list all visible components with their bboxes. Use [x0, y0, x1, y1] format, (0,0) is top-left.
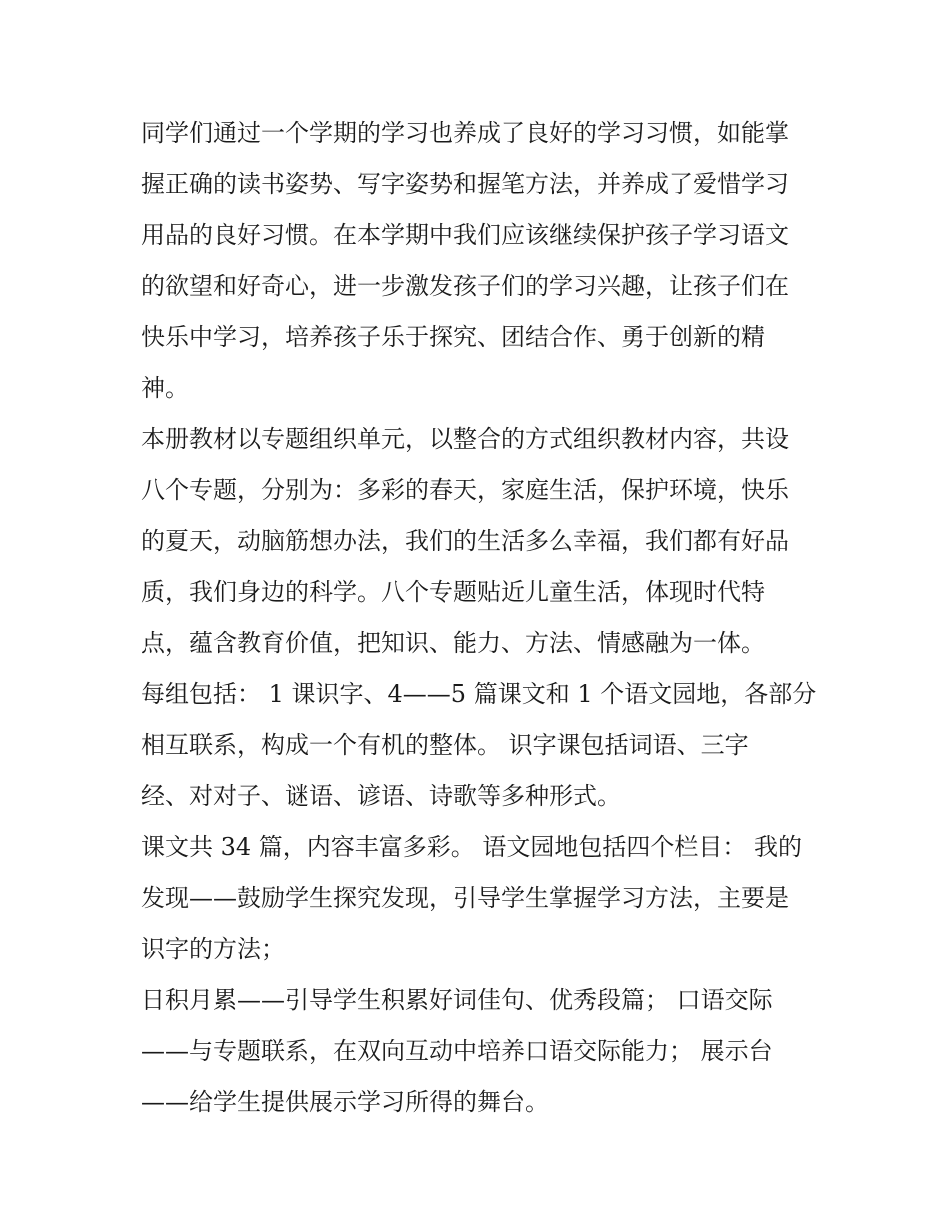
text-line: ——与专题联系，在双向互动中培养口语交际能力； 展示台: [141, 1037, 773, 1065]
text-line: 相互联系，构成一个有机的整体。 识字课包括词语、三字: [141, 731, 749, 759]
text-line: 课文共 34 篇，内容丰富多彩。 语文园地包括四个栏目： 我的: [141, 833, 803, 861]
text-line: 点，蕴含教育价值，把知识、能力、方法、情感融为一体。: [141, 629, 765, 657]
text-line: 每组包括： 1 课识字、4——5 篇课文和 1 个语文园地，各部分: [141, 680, 817, 708]
text-line: 识字的方法；: [141, 935, 285, 963]
text-line: 快乐中学习，培养孩子乐于探究、团结合作、勇于创新的精: [141, 323, 765, 351]
text-line: 日积月累——引导学生积累好词佳句、优秀段篇； 口语交际: [141, 986, 773, 1014]
text-line: 经、对对子、谜语、谚语、诗歌等多种形式。: [141, 782, 621, 810]
text-line: 质，我们身边的科学。八个专题贴近儿童生活，体现时代特: [141, 578, 765, 606]
text-line: 八个专题，分别为：多彩的春天，家庭生活，保护环境，快乐: [141, 476, 789, 504]
text-line: 发现——鼓励学生探究发现，引导学生掌握学习方法，主要是: [141, 884, 789, 912]
text-line: ——给学生提供展示学习所得的舞台。: [141, 1088, 549, 1116]
text-line: 的欲望和好奇心，进一步激发孩子们的学习兴趣，让孩子们在: [141, 272, 789, 300]
text-line: 本册教材以专题组织单元，以整合的方式组织教材内容，共设: [141, 425, 789, 453]
text-line: 的夏天，动脑筋想办法，我们的生活多么幸福，我们都有好品: [141, 527, 789, 555]
text-line: 用品的良好习惯。在本学期中我们应该继续保护孩子学习语文: [141, 221, 789, 249]
document-body: [141, 108, 821, 1128]
text-line: 同学们通过一个学期的学习也养成了良好的学习习惯，如能掌: [141, 119, 789, 147]
text-line: 握正确的读书姿势、写字姿势和握笔方法，并养成了爱惜学习: [141, 170, 789, 198]
text-line: 神。: [141, 374, 189, 402]
